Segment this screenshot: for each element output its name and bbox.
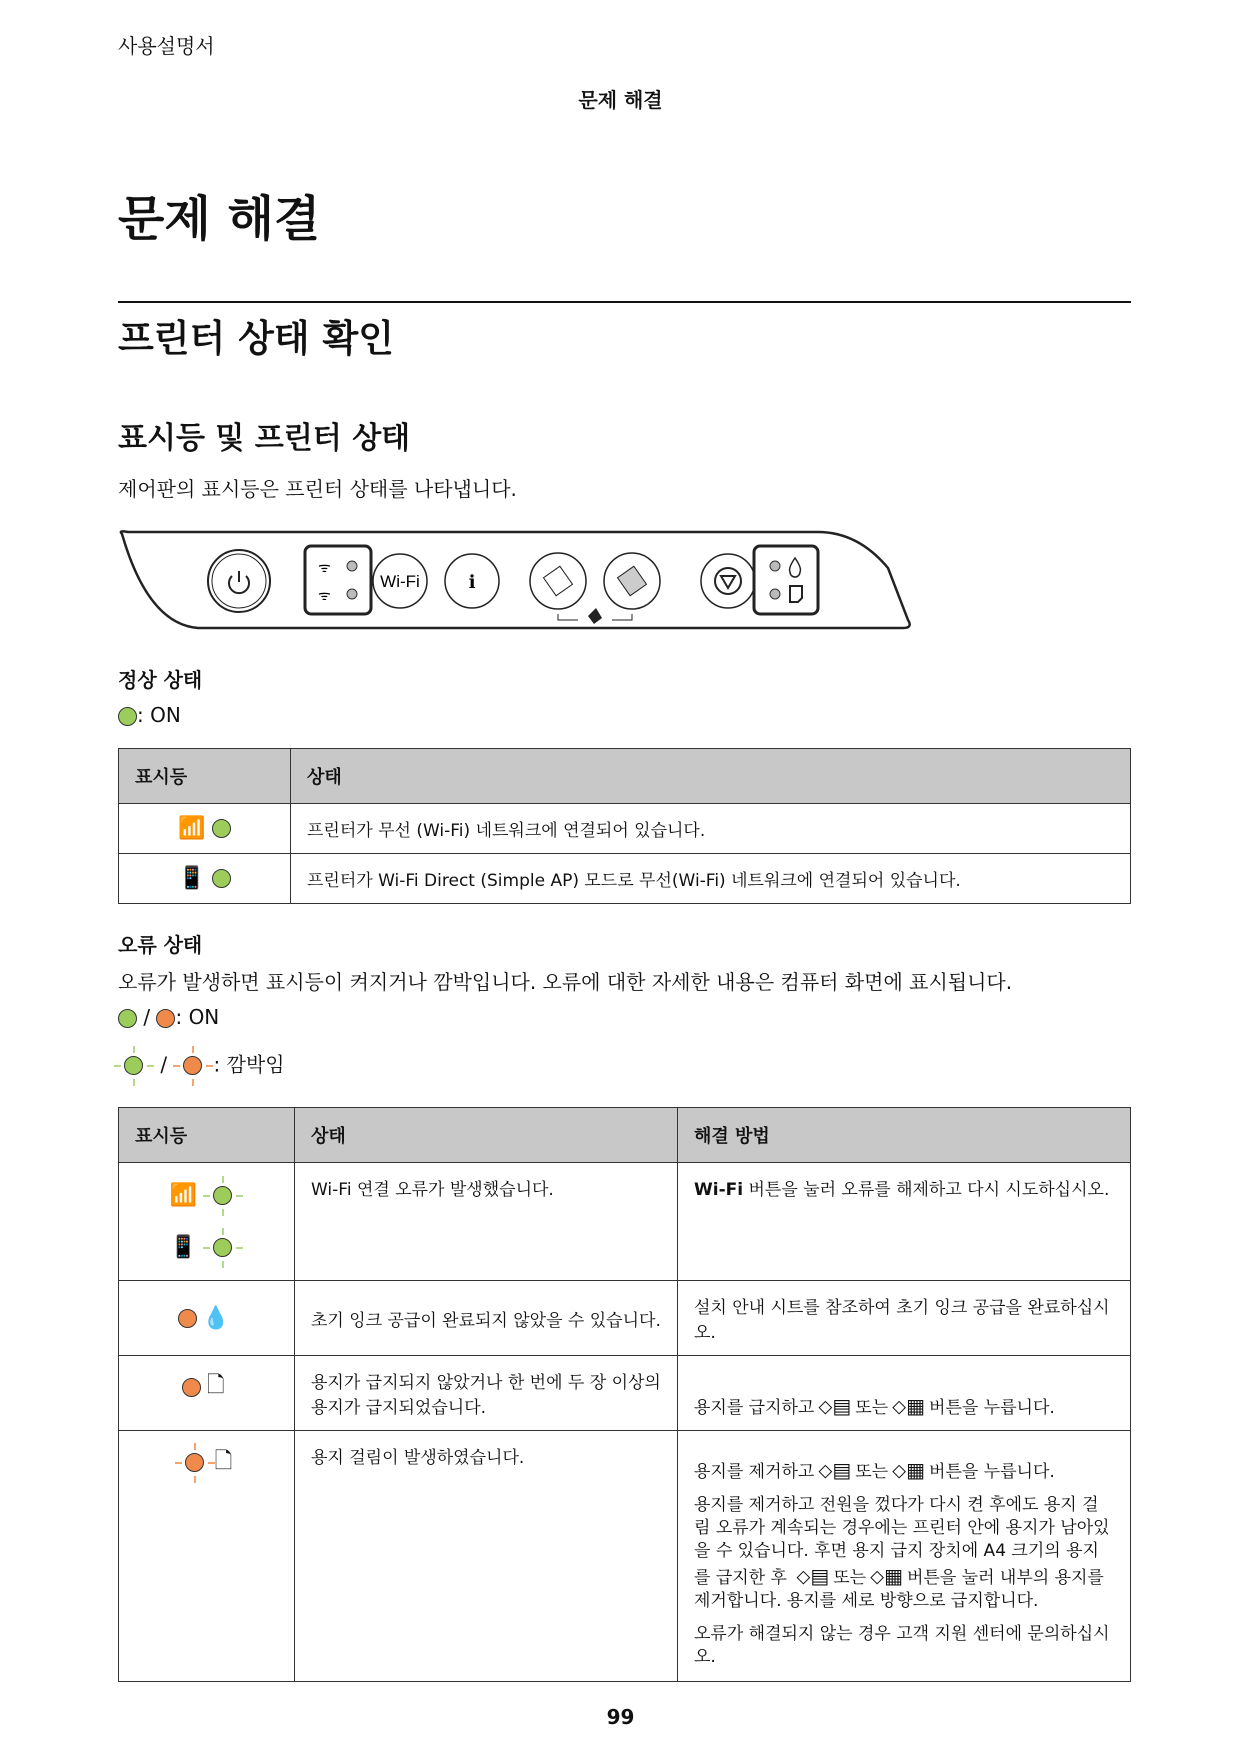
error-state-table — [118, 1107, 1131, 1682]
ink-drop-icon: 💧 — [202, 1305, 230, 1331]
green-flashing-icon — [203, 1228, 243, 1268]
solution-text: 버튼을 누릅니다. — [929, 1398, 1055, 1418]
divider — [118, 301, 1131, 303]
status-text: 용지 걸림이 발생하였습니다. — [295, 1431, 678, 1682]
ink-paper-lights — [754, 546, 818, 614]
color-copy-icon: ⬦▦ — [892, 1458, 926, 1482]
wifi-direct-icon: 📱 — [169, 1235, 198, 1260]
intro-text: 제어판의 표시등은 프린터 상태를 나타냅니다. — [118, 477, 517, 501]
orange-light-icon — [178, 1309, 197, 1328]
svg-text:Wi-Fi: Wi-Fi — [380, 572, 420, 591]
page-title: 문제 해결 — [118, 191, 321, 247]
orange-light-icon — [156, 1009, 175, 1028]
status-text: 초기 잉크 공급이 완료되지 않았을 수 있습니다. — [295, 1281, 678, 1356]
legend-blink: : 깜박임 — [213, 1052, 285, 1077]
status-text: Wi-Fi 연결 오류가 발생했습니다. — [295, 1163, 678, 1281]
green-light-icon — [212, 819, 231, 838]
col-indicator: 표시등 — [119, 749, 291, 804]
solution-text: 버튼을 눌러 내부의 용지를 제거합니다. 용지를 세로 방향으로 급지합니다. — [694, 1567, 1104, 1611]
bw-copy-icon: ⬦▤ — [796, 1563, 830, 1588]
green-flashing-icon — [203, 1176, 243, 1216]
section-title: 프린터 상태 확인 — [118, 317, 394, 360]
svg-text:ᯤ: ᯤ — [318, 560, 331, 576]
orange-light-icon — [182, 1378, 201, 1397]
wifi-router-icon: 📶 — [169, 1183, 198, 1208]
section-header: 문제 해결 — [578, 88, 663, 112]
col-solution: 해결 방법 — [678, 1108, 1131, 1163]
wifi-router-icon: 📶 — [178, 816, 206, 841]
status-text: 프린터가 무선 (Wi-Fi) 네트워크에 연결되어 있습니다. — [291, 804, 1131, 854]
color-copy-icon: ⬦▦ — [870, 1563, 903, 1588]
bw-copy-icon: ⬦▤ — [818, 1394, 852, 1418]
bw-copy-icon: ⬦▤ — [818, 1458, 852, 1482]
orange-flashing-icon — [175, 1443, 215, 1483]
legend-on: : ON — [175, 1005, 220, 1029]
page-number: 99 — [606, 1705, 635, 1729]
normal-state-title: 정상 상태 — [118, 668, 203, 692]
wifi-bold: Wi-Fi — [694, 1180, 744, 1200]
solution-text: 용지를 제거하고 — [694, 1462, 815, 1482]
orange-flashing-icon — [173, 1046, 213, 1086]
col-indicator: 표시등 — [119, 1108, 295, 1163]
col-status: 상태 — [295, 1108, 678, 1163]
solution-text: 설치 안내 시트를 참조하여 초기 잉크 공급을 완료하십시오. — [678, 1281, 1131, 1356]
svg-text:ᯤ: ᯤ — [318, 588, 331, 604]
green-flashing-icon — [114, 1046, 154, 1086]
solution-text: 용지를 제거하고 전원을 껐다가 다시 켠 후에도 용지 걸림 오류가 계속되는 경우에는 프린터 안에 용지가 남아있을 수 있습니다. 후면 용지 급지 장치에 A4 크기의 용지를 급지한 후 — [694, 1495, 1110, 1588]
solution-text: 용지를 급지하고 — [694, 1398, 815, 1418]
green-light-icon — [212, 869, 231, 888]
color-copy-icon: ⬦▦ — [892, 1394, 926, 1418]
paper-icon: 🗋 — [206, 1373, 225, 1398]
legend-on: : ON — [137, 703, 181, 727]
error-state-title: 오류 상태 — [118, 933, 203, 957]
solution-text: 버튼을 누릅니다. — [929, 1462, 1055, 1482]
or-text: 또는 — [855, 1398, 889, 1418]
wifi-direct-icon: 📱 — [178, 866, 206, 891]
subsection-title: 표시등 및 프린터 상태 — [118, 421, 411, 456]
svg-text:ℹ: ℹ — [468, 572, 476, 593]
or-text: 또는 — [855, 1462, 889, 1482]
slash: / — [143, 1005, 151, 1029]
green-light-icon — [118, 1009, 137, 1028]
slash: / — [160, 1052, 168, 1077]
paper-icon: 🗋 — [214, 1449, 233, 1474]
solution-text: 오류가 해결되지 않는 경우 고객 지원 센터에 문의하십시오. — [694, 1623, 1110, 1667]
status-text: 용지가 급지되지 않았거나 한 번에 두 장 이상의 용지가 급지되었습니다. — [295, 1356, 678, 1431]
control-panel-diagram — [118, 528, 913, 634]
col-status: 상태 — [291, 749, 1131, 804]
or-text: 또는 — [833, 1567, 867, 1588]
solution-text: 버튼을 눌러 오류를 해제하고 다시 시도하십시오. — [743, 1180, 1110, 1200]
error-desc: 오류가 발생하면 표시등이 켜지거나 깜박입니다. 오류에 대한 자세한 내용은 컴퓨터 화면에 표시됩니다. — [118, 970, 1013, 994]
running-title: 사용설명서 — [118, 34, 215, 58]
normal-state-table — [118, 748, 1131, 904]
status-text: 프린터가 Wi-Fi Direct (Simple AP) 모드로 무선(Wi-Fi) 네트워크에 연결되어 있습니다. — [291, 854, 1131, 904]
green-light-icon — [118, 707, 137, 726]
